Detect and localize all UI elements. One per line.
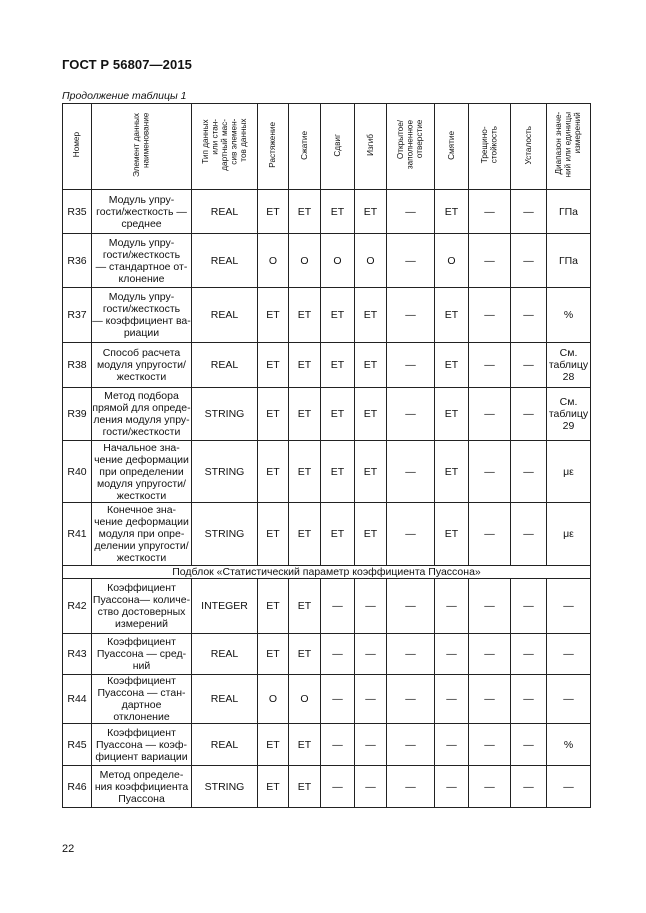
applicability-cell: O xyxy=(355,234,387,288)
data-type: REAL xyxy=(192,288,258,343)
applicability-cell: — xyxy=(511,503,547,566)
applicability-cell: — xyxy=(511,343,547,388)
column-header xyxy=(469,104,511,190)
table-row xyxy=(63,190,591,234)
range-unit: — xyxy=(547,766,591,808)
row-number: R42 xyxy=(63,579,92,634)
range-unit: % xyxy=(547,724,591,766)
range-unit: — xyxy=(547,634,591,675)
applicability-cell: — xyxy=(435,724,469,766)
row-number: R46 xyxy=(63,766,92,808)
data-type: INTEGER xyxy=(192,579,258,634)
applicability-cell: — xyxy=(511,724,547,766)
applicability-cell: — xyxy=(511,579,547,634)
applicability-cell: ET xyxy=(258,288,289,343)
applicability-cell: ET xyxy=(355,288,387,343)
applicability-cell: — xyxy=(387,634,435,675)
element-name: Начальное зна- чение деформации при определении модуля упругости/ жесткости xyxy=(92,441,192,503)
applicability-cell: — xyxy=(387,441,435,503)
row-number: R38 xyxy=(63,343,92,388)
applicability-cell: — xyxy=(469,288,511,343)
column-header-label: Смятие xyxy=(446,130,456,160)
applicability-cell: ET xyxy=(321,388,355,441)
table-header xyxy=(63,104,591,190)
applicability-cell: — xyxy=(321,724,355,766)
applicability-cell: O xyxy=(258,675,289,724)
applicability-cell: ET xyxy=(355,388,387,441)
row-number: R37 xyxy=(63,288,92,343)
range-unit: — xyxy=(547,579,591,634)
applicability-cell: O xyxy=(321,234,355,288)
column-header xyxy=(192,104,258,190)
row-number: R40 xyxy=(63,441,92,503)
applicability-cell: — xyxy=(387,579,435,634)
column-header-label: Открытое/ заполненное отверстие xyxy=(396,120,425,170)
applicability-cell: — xyxy=(435,579,469,634)
applicability-cell: ET xyxy=(258,388,289,441)
applicability-cell: — xyxy=(387,288,435,343)
element-name: Модуль упру- гости/жесткость — среднее xyxy=(92,190,192,234)
applicability-cell: — xyxy=(321,675,355,724)
applicability-cell: — xyxy=(321,634,355,675)
applicability-cell: ET xyxy=(435,288,469,343)
applicability-cell: ET xyxy=(321,503,355,566)
applicability-cell: — xyxy=(469,724,511,766)
column-header xyxy=(435,104,469,190)
element-name: Коэффициент Пуассона— количе- ство достоверных измерений xyxy=(92,579,192,634)
applicability-cell: — xyxy=(511,766,547,808)
applicability-cell: ET xyxy=(289,288,321,343)
applicability-cell: — xyxy=(387,724,435,766)
column-header xyxy=(511,104,547,190)
applicability-cell: ET xyxy=(289,190,321,234)
header-row xyxy=(63,104,591,190)
applicability-cell: — xyxy=(511,634,547,675)
applicability-cell: — xyxy=(387,675,435,724)
row-number: R45 xyxy=(63,724,92,766)
applicability-cell: — xyxy=(511,441,547,503)
applicability-cell: ET xyxy=(435,441,469,503)
table-row xyxy=(63,388,591,441)
applicability-cell: — xyxy=(435,634,469,675)
data-table xyxy=(62,103,591,808)
data-type: STRING xyxy=(192,441,258,503)
element-name: Способ расчета модуля упругости/ жесткости xyxy=(92,343,192,388)
column-header-label: Элемент данных наименование xyxy=(132,112,151,178)
column-header xyxy=(258,104,289,190)
applicability-cell: ET xyxy=(289,503,321,566)
applicability-cell: ET xyxy=(258,441,289,503)
applicability-cell: — xyxy=(387,388,435,441)
range-unit: με xyxy=(547,441,591,503)
column-header-label: Сдвиг xyxy=(332,133,342,157)
column-header-label: Растяжение xyxy=(268,122,278,168)
applicability-cell: — xyxy=(511,288,547,343)
range-unit: ГПа xyxy=(547,234,591,288)
applicability-cell: — xyxy=(511,388,547,441)
applicability-cell: — xyxy=(469,190,511,234)
row-number: R39 xyxy=(63,388,92,441)
column-header-label: Номер xyxy=(72,132,82,158)
applicability-cell: ET xyxy=(435,343,469,388)
applicability-cell: — xyxy=(321,579,355,634)
applicability-cell: ET xyxy=(355,441,387,503)
data-type: STRING xyxy=(192,503,258,566)
applicability-cell: ET xyxy=(355,343,387,388)
applicability-cell: — xyxy=(387,343,435,388)
applicability-cell: ET xyxy=(289,388,321,441)
table-row xyxy=(63,675,591,724)
applicability-cell: — xyxy=(469,634,511,675)
document-title: ГОСТ Р 56807—2015 xyxy=(62,57,192,72)
applicability-cell: O xyxy=(289,675,321,724)
applicability-cell: — xyxy=(469,579,511,634)
table-body-poisson xyxy=(63,579,591,808)
element-name: Метод определе- ния коэффициента Пуассона xyxy=(92,766,192,808)
row-number: R35 xyxy=(63,190,92,234)
row-number: R43 xyxy=(63,634,92,675)
row-number: R41 xyxy=(63,503,92,566)
applicability-cell: — xyxy=(387,503,435,566)
table-caption: Продолжение таблицы 1 xyxy=(62,90,187,102)
column-header xyxy=(289,104,321,190)
column-header xyxy=(92,104,192,190)
table-row xyxy=(63,579,591,634)
applicability-cell: — xyxy=(387,766,435,808)
data-type: STRING xyxy=(192,766,258,808)
applicability-cell: ET xyxy=(258,190,289,234)
applicability-cell: ET xyxy=(258,766,289,808)
column-header-label: Изгиб xyxy=(365,134,375,156)
applicability-cell: ET xyxy=(321,441,355,503)
element-name: Метод подбора прямой для опреде- ления модуля упру- гости/жесткости xyxy=(92,388,192,441)
range-unit: — xyxy=(547,675,591,724)
range-unit: См. таблицу 28 xyxy=(547,343,591,388)
subblock-row xyxy=(63,566,591,579)
applicability-cell: O xyxy=(289,234,321,288)
data-type: REAL xyxy=(192,634,258,675)
subblock-title: Подблок «Статистический параметр коэффициента Пуассона» xyxy=(63,566,591,579)
applicability-cell: ET xyxy=(258,634,289,675)
element-name: Конечное зна- чение деформации модуля при опре- делении упругости/ жесткости xyxy=(92,503,192,566)
applicability-cell: O xyxy=(435,234,469,288)
element-name: Коэффициент Пуассона — стан- дартное отклонение xyxy=(92,675,192,724)
column-header xyxy=(63,104,92,190)
data-type: STRING xyxy=(192,388,258,441)
applicability-cell: — xyxy=(355,766,387,808)
applicability-cell: ET xyxy=(321,288,355,343)
range-unit: με xyxy=(547,503,591,566)
applicability-cell: — xyxy=(469,503,511,566)
table-row xyxy=(63,441,591,503)
table-row xyxy=(63,503,591,566)
range-unit: См. таблицу 29 xyxy=(547,388,591,441)
applicability-cell: — xyxy=(469,234,511,288)
applicability-cell: — xyxy=(469,388,511,441)
column-header-label: Диапазон значе- ний или единицы измерений xyxy=(554,112,583,178)
data-type: REAL xyxy=(192,675,258,724)
range-unit: % xyxy=(547,288,591,343)
data-type: REAL xyxy=(192,724,258,766)
row-number: R36 xyxy=(63,234,92,288)
applicability-cell: — xyxy=(511,190,547,234)
data-type: REAL xyxy=(192,234,258,288)
applicability-cell: ET xyxy=(355,190,387,234)
element-name: Коэффициент Пуассона — сред- ний xyxy=(92,634,192,675)
table-row xyxy=(63,234,591,288)
applicability-cell: — xyxy=(469,766,511,808)
applicability-cell: — xyxy=(355,579,387,634)
applicability-cell: — xyxy=(435,675,469,724)
applicability-cell: — xyxy=(355,675,387,724)
element-name: Модуль упру- гости/жесткость — коэффициент ва- риации xyxy=(92,288,192,343)
applicability-cell: ET xyxy=(289,579,321,634)
applicability-cell: ET xyxy=(258,503,289,566)
applicability-cell: ET xyxy=(435,388,469,441)
column-header-label: Сжатие xyxy=(299,130,309,160)
applicability-cell: — xyxy=(355,724,387,766)
applicability-cell: ET xyxy=(289,724,321,766)
column-header xyxy=(321,104,355,190)
applicability-cell: — xyxy=(511,675,547,724)
applicability-cell: ET xyxy=(355,503,387,566)
table-row xyxy=(63,724,591,766)
table-row xyxy=(63,343,591,388)
applicability-cell: — xyxy=(469,343,511,388)
applicability-cell: — xyxy=(387,234,435,288)
column-header xyxy=(355,104,387,190)
applicability-cell: ET xyxy=(258,724,289,766)
applicability-cell: ET xyxy=(258,579,289,634)
applicability-cell: — xyxy=(435,766,469,808)
applicability-cell: — xyxy=(321,766,355,808)
column-header xyxy=(547,104,591,190)
data-type: REAL xyxy=(192,343,258,388)
column-header-label: Трещино- стойкость xyxy=(480,126,499,164)
element-name: Коэффициент Пуассона — коэф- фициент вариации xyxy=(92,724,192,766)
applicability-cell: ET xyxy=(435,190,469,234)
applicability-cell: ET xyxy=(289,343,321,388)
applicability-cell: ET xyxy=(321,343,355,388)
applicability-cell: ET xyxy=(289,441,321,503)
row-number: R44 xyxy=(63,675,92,724)
applicability-cell: — xyxy=(469,441,511,503)
column-header-label: Тип данных или стан- дартный мас- сив элемен- тов данных xyxy=(200,119,248,171)
table-row xyxy=(63,634,591,675)
applicability-cell: — xyxy=(511,234,547,288)
page-number: 22 xyxy=(62,843,75,855)
applicability-cell: O xyxy=(258,234,289,288)
column-header xyxy=(387,104,435,190)
range-unit: ГПа xyxy=(547,190,591,234)
applicability-cell: — xyxy=(469,675,511,724)
column-header-label: Усталость xyxy=(523,125,533,165)
applicability-cell: ET xyxy=(258,343,289,388)
applicability-cell: ET xyxy=(289,766,321,808)
table-subblock xyxy=(63,566,591,579)
applicability-cell: ET xyxy=(321,190,355,234)
applicability-cell: ET xyxy=(435,503,469,566)
applicability-cell: — xyxy=(387,190,435,234)
applicability-cell: — xyxy=(355,634,387,675)
table-body-moduli xyxy=(63,190,591,566)
table-row xyxy=(63,766,591,808)
table-row xyxy=(63,288,591,343)
applicability-cell: ET xyxy=(289,634,321,675)
data-type: REAL xyxy=(192,190,258,234)
element-name: Модуль упру- гости/жесткость — стандартное от- клонение xyxy=(92,234,192,288)
